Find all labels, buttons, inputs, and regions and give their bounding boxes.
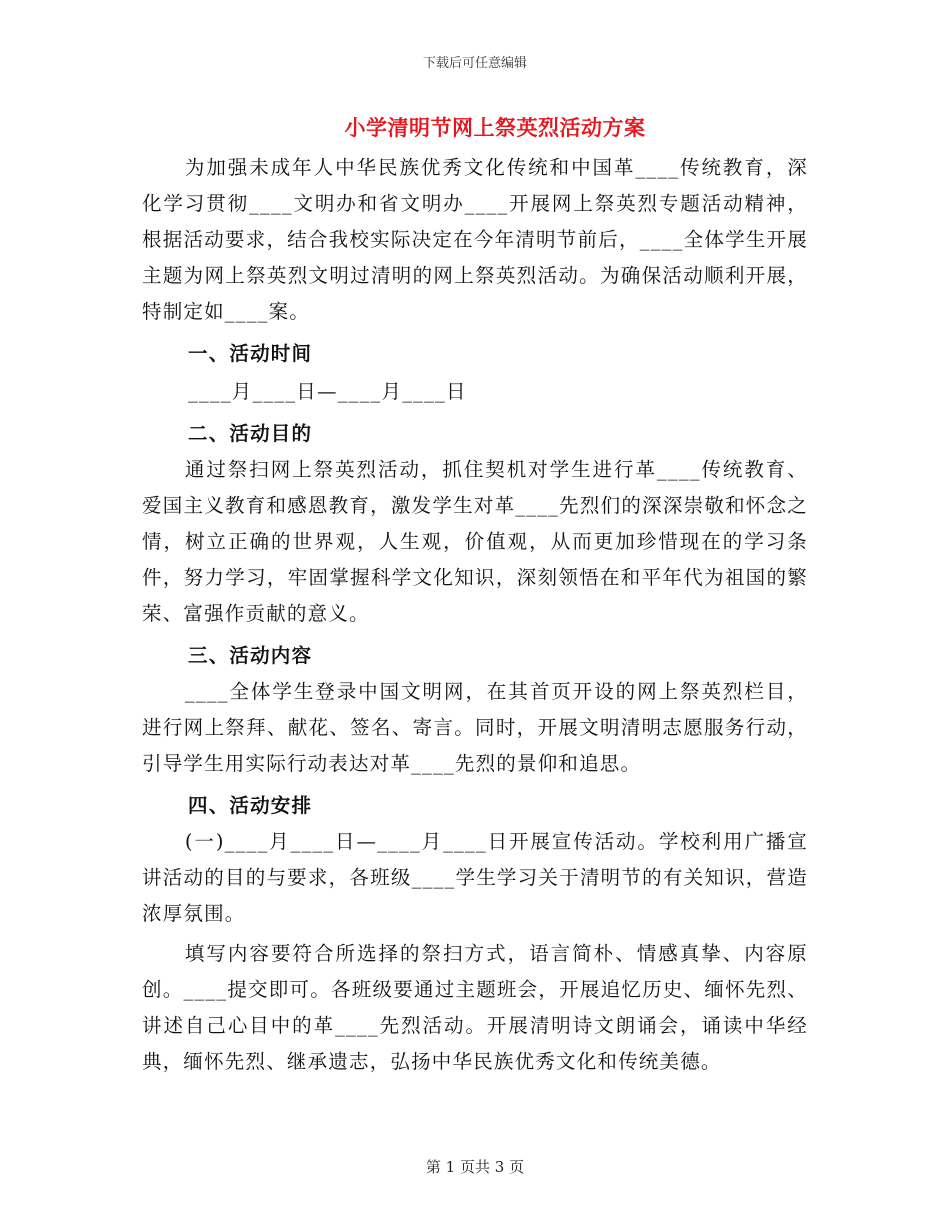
arrangement-paragraph-1: (一)____月____日—____月____日开展宣传活动。学校利用广播宣讲活动的目的与要求，各班级____学生学习关于清明节的有关知识，营造浓厚氛围。 [142, 830, 808, 925]
section-heading-content: 三、活动内容 [188, 644, 313, 667]
section-heading-time: 一、活动时间 [188, 342, 313, 365]
section-heading-arrangement: 四、活动安排 [188, 794, 313, 817]
document-title: 小学清明节网上祭英烈活动方案 [344, 115, 646, 140]
section-heading-purpose: 二、活动目的 [188, 422, 313, 445]
header-note: 下载后可任意编辑 [422, 56, 527, 71]
arrangement-paragraph-2: 填写内容要符合所选择的祭扫方式，语言简朴、情感真挚、内容原创。____提交即可。各班级要通过主题班会，开展追忆历史、缅怀先烈、讲述自己心目中的革____先烈活动。开展清明诗文朗诵会，诵读中华经典，缅怀先烈、继承遗志，弘扬中华民族优秀文化和传统美德。 [142, 942, 808, 1073]
intro-paragraph: 为加强未成年人中华民族优秀文化传统和中国革____传统教育，深化学习贯彻____文明办和省文明办____开展网上祭英烈专题活动精神，根据活动要求，结合我校实际决定在今年清明节前后，____全体学生开展主题为网上祭英烈文明过清明的网上祭英烈活动。为确保活动顺利开展，特制定如____案。 [142, 156, 808, 323]
section-body-purpose: 通过祭扫网上祭英烈活动，抓住契机对学生进行革____传统教育、爱国主义教育和感恩教育，激发学生对革____先烈们的深深崇敬和怀念之情，树立正确的世界观，人生观，价值观，从而更加珍惜现在的学习条件，努力学习，牢固掌握科学文化知识，深刻领悟在和平年代为祖国的繁荣、富强作贡献的意义。 [142, 458, 808, 625]
section-body-time: ____月____日—____月____日 [188, 380, 467, 403]
section-body-content: ____全体学生登录中国文明网，在其首页开设的网上祭英烈栏目，进行网上祭拜、献花、签名、寄言。同时，开展文明清明志愿服务行动，引导学生用实际行动表达对革____先烈的景仰和追思。 [142, 680, 808, 775]
page-number: 第 1 页共 3 页 [425, 1158, 525, 1176]
document-body [142, 150, 808, 1080]
